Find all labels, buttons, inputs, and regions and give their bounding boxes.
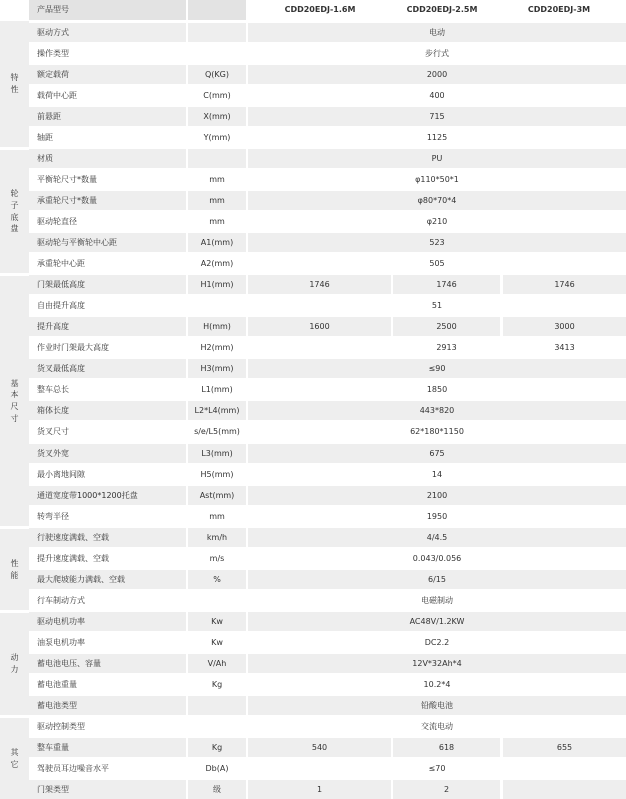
- category-label: [0, 21, 29, 147]
- category-char: 能: [10, 570, 19, 580]
- row-label: [29, 633, 186, 652]
- row-label: [29, 191, 186, 210]
- row-unit-text: V/Ah: [207, 658, 227, 668]
- row-unit-text: C(mm): [203, 90, 231, 100]
- row-label-text: 行车制动方式: [37, 595, 85, 605]
- row-unit: [188, 149, 246, 168]
- row-unit-text: A1(mm): [200, 237, 234, 247]
- row-value-text: 交流电动: [421, 721, 453, 731]
- row-unit: [188, 717, 246, 736]
- row-unit-text: L2*L4(mm): [194, 405, 240, 415]
- row-unit-text: H3(mm): [200, 363, 234, 373]
- row-label-text: 承重轮尺寸*数量: [37, 195, 97, 205]
- category-char: 力: [10, 665, 19, 674]
- row-value-model-3-text: 3000: [554, 321, 575, 331]
- row-label: [29, 570, 186, 589]
- row-value-text: 0.043/0.056: [412, 553, 462, 563]
- row-value: [248, 128, 626, 147]
- row-unit-text: Ast(mm): [199, 490, 235, 500]
- row-unit: [188, 401, 246, 420]
- row-label: [29, 591, 186, 610]
- row-label: [29, 338, 186, 357]
- category-char: 底: [10, 212, 19, 222]
- category-char: 子: [10, 200, 19, 210]
- row-value-text: ≤90: [428, 363, 446, 373]
- row-label-text: 门架类型: [37, 784, 69, 794]
- row-value-model-3: [503, 780, 626, 799]
- category-label: [0, 529, 29, 610]
- row-label: [29, 65, 186, 84]
- row-value: [248, 570, 626, 589]
- row-value-model-2-text: 1746: [436, 279, 457, 289]
- row-unit-text: s/e/L5(mm): [194, 427, 240, 436]
- row-unit-text: Kw: [211, 637, 223, 647]
- row-value: [248, 254, 626, 273]
- row-label: [29, 507, 186, 526]
- category-char: 寸: [10, 413, 19, 423]
- row-label-text: 驱动轮与平衡轮中心距: [37, 237, 117, 247]
- row-label: [29, 549, 186, 568]
- row-value: [248, 507, 626, 526]
- row-label-text: 提升高度: [37, 321, 69, 331]
- row-value-text: 2100: [426, 490, 448, 500]
- row-label-text: 驱动控制类型: [37, 721, 85, 731]
- row-value: [248, 401, 626, 420]
- row-label-text: 额定载荷: [37, 69, 69, 79]
- row-unit: [188, 317, 246, 336]
- row-label-text: 最大爬坡能力满载、空载: [37, 574, 125, 584]
- row-value: [248, 486, 626, 505]
- row-label: [29, 212, 186, 231]
- model-name: CDD20EDJ-2.5M: [406, 5, 478, 14]
- category-divider: [0, 610, 626, 612]
- row-value-model-1: [248, 338, 391, 357]
- row-value-model-3: [503, 738, 626, 757]
- row-label-text: 蓄电池类型: [37, 700, 77, 710]
- row-label-text: 轴距: [37, 132, 53, 142]
- row-unit: [188, 465, 246, 484]
- row-unit-text: 级: [213, 784, 221, 794]
- row-label-text: 蓄电池电压、容量: [37, 658, 101, 668]
- row-value-model-3: [503, 317, 626, 336]
- category-char: 盘: [10, 224, 19, 234]
- row-value: [248, 465, 626, 484]
- row-unit-text: H(mm): [203, 321, 231, 331]
- row-unit: [188, 275, 246, 294]
- row-label: [29, 717, 186, 736]
- row-label-text: 行驶速度满载、空载: [37, 532, 109, 542]
- row-label: [29, 149, 186, 168]
- row-unit: [188, 296, 246, 315]
- row-value-text: 14: [431, 469, 443, 479]
- header-label: 产品型号: [37, 5, 69, 14]
- row-value-text: 4/4.5: [426, 532, 448, 542]
- row-value: [248, 380, 626, 399]
- row-unit: [188, 591, 246, 610]
- row-unit-text: H1(mm): [200, 279, 234, 289]
- row-unit: [188, 570, 246, 589]
- row-value: [248, 549, 626, 568]
- category-char: 其: [10, 747, 19, 757]
- row-unit: [188, 86, 246, 105]
- row-unit-text: X(mm): [203, 111, 231, 121]
- row-value: [248, 654, 626, 673]
- row-value: [248, 233, 626, 252]
- row-label-text: 驱动轮直径: [37, 216, 77, 226]
- row-unit-text: L1(mm): [201, 384, 233, 394]
- row-unit-text: A2(mm): [200, 258, 234, 268]
- row-label: [29, 170, 186, 189]
- row-unit-text: H5(mm): [200, 469, 234, 479]
- row-value: [248, 359, 626, 378]
- row-value: [248, 86, 626, 105]
- row-unit: [188, 759, 246, 778]
- row-unit-text: mm: [209, 174, 225, 184]
- row-value: [248, 149, 626, 168]
- row-label: [29, 759, 186, 778]
- row-value-text: 2000: [426, 69, 448, 79]
- row-value: [248, 528, 626, 547]
- row-unit: [188, 380, 246, 399]
- row-value: [248, 612, 626, 631]
- row-unit: [188, 696, 246, 715]
- row-value: [248, 675, 626, 694]
- category-label: [0, 613, 29, 715]
- row-value-model-2: [393, 317, 500, 336]
- row-label-text: 承重轮中心距: [37, 258, 85, 268]
- row-value-text: 步行式: [425, 48, 449, 58]
- row-label-text: 前悬距: [37, 111, 61, 121]
- row-label: [29, 296, 186, 315]
- row-label: [29, 86, 186, 105]
- row-label-text: 整车总长: [37, 384, 69, 394]
- row-label: [29, 44, 186, 63]
- row-value-model-3: [503, 275, 626, 294]
- row-label: [29, 128, 186, 147]
- row-value-model-2: [393, 275, 500, 294]
- row-value-text: AC48V/1.2KW: [409, 616, 465, 626]
- category-char: 尺: [10, 402, 19, 411]
- category-char: 性: [10, 558, 19, 568]
- row-unit-text: km/h: [206, 532, 228, 542]
- row-label-text: 材质: [37, 153, 53, 163]
- row-value-text: 505: [429, 258, 445, 268]
- row-value: [248, 23, 626, 42]
- row-unit: [188, 128, 246, 147]
- row-label: [29, 23, 186, 42]
- row-value: [248, 444, 626, 463]
- row-label: [29, 359, 186, 378]
- row-unit: [188, 612, 246, 631]
- row-unit: [188, 23, 246, 42]
- row-value-model-2: [393, 338, 500, 357]
- row-unit: [188, 654, 246, 673]
- row-value: [248, 107, 626, 126]
- row-label-text: 转弯半径: [37, 511, 69, 521]
- row-unit: [188, 191, 246, 210]
- row-value-model-2-text: 2913: [436, 342, 457, 352]
- row-label-text: 驾驶员耳边噪音水平: [37, 763, 109, 773]
- row-unit-text: mm: [209, 511, 225, 521]
- row-value-model-3: [503, 338, 626, 357]
- row-value: [248, 717, 626, 736]
- row-unit: [188, 780, 246, 799]
- row-label-text: 最小离地间隙: [37, 469, 85, 479]
- category-char: 它: [10, 759, 19, 769]
- row-label: [29, 738, 186, 757]
- row-value: [248, 44, 626, 63]
- row-label-text: 门架最低高度: [37, 279, 85, 289]
- row-unit-text: mm: [209, 195, 225, 205]
- row-unit: [188, 170, 246, 189]
- row-value-text: 51: [431, 300, 443, 310]
- row-value-model-2-text: 618: [438, 742, 455, 752]
- row-value-model-2: [393, 738, 500, 757]
- row-value-text: 电动: [429, 27, 445, 37]
- row-value-text: PU: [431, 153, 443, 163]
- row-value-model-1: [248, 738, 391, 757]
- category-char: 本: [10, 390, 19, 400]
- row-unit: [188, 444, 246, 463]
- row-unit: [188, 422, 246, 442]
- row-label-text: 自由提升高度: [37, 300, 85, 310]
- row-value-model-3-text: 655: [556, 742, 573, 752]
- row-label: [29, 465, 186, 484]
- row-value-text: DC2.2: [424, 637, 450, 647]
- header-model-3: [492, 0, 626, 20]
- row-unit-text: m/s: [209, 553, 225, 563]
- row-label: [29, 254, 186, 273]
- row-value: [248, 591, 626, 610]
- category-char: 性: [10, 85, 19, 94]
- row-unit: [188, 233, 246, 252]
- row-value-text: 1850: [426, 384, 448, 394]
- row-unit-text: mm: [209, 216, 225, 226]
- row-value-model-1: [248, 780, 391, 799]
- row-label-text: 通道宽度带1000*1200托盘: [37, 490, 138, 500]
- row-value-text: 10.2*4: [423, 679, 451, 689]
- row-value-model-3-text: 1746: [554, 279, 575, 289]
- row-value-text: 443*820: [419, 405, 455, 415]
- row-label: [29, 528, 186, 547]
- row-value-model-1-text: 540: [311, 742, 328, 752]
- row-value-model-1-text: 1: [316, 784, 323, 794]
- row-value-text: 1125: [426, 132, 448, 142]
- category-divider: [0, 147, 626, 149]
- row-label: [29, 233, 186, 252]
- row-value-text: φ80*70*4: [417, 195, 457, 205]
- row-unit: [188, 65, 246, 84]
- category-divider: [0, 273, 626, 275]
- row-value-model-1: [248, 317, 391, 336]
- row-label: [29, 380, 186, 399]
- row-value: [248, 212, 626, 231]
- row-label: [29, 275, 186, 294]
- row-value-model-1-text: 1746: [309, 279, 330, 289]
- row-label-text: 整车重量: [37, 742, 69, 752]
- row-label-text: 油泵电机功率: [37, 637, 85, 647]
- row-value: [248, 633, 626, 652]
- row-value-text: 675: [429, 448, 445, 458]
- category-char: 轮: [10, 189, 19, 199]
- row-unit: [188, 254, 246, 273]
- row-value: [248, 65, 626, 84]
- row-value-text: 12V*32Ah*4: [412, 658, 462, 668]
- category-label: [0, 718, 29, 799]
- row-value-model-3-text: 3413: [554, 342, 575, 352]
- category-char: 基: [10, 378, 19, 388]
- row-label: [29, 675, 186, 694]
- row-value-model-2: [393, 780, 500, 799]
- category-divider: [0, 715, 626, 717]
- row-unit: [188, 549, 246, 568]
- header-unit-cell: [188, 0, 246, 20]
- row-unit-text: Kg: [211, 742, 223, 752]
- row-unit-text: Kg: [211, 679, 223, 689]
- row-value-text: φ110*50*1: [415, 174, 459, 184]
- row-label-text: 作业时门架最大高度: [37, 342, 109, 352]
- row-label: [29, 422, 186, 442]
- row-unit-text: L3(mm): [201, 448, 233, 458]
- row-label-text: 货叉尺寸: [37, 427, 69, 436]
- row-value-text: 62*180*1150: [410, 427, 464, 436]
- row-value: [248, 170, 626, 189]
- row-value-text: ≤70: [428, 763, 446, 773]
- row-label: [29, 654, 186, 673]
- category-char: 特: [10, 73, 19, 83]
- row-label-text: 操作类型: [37, 48, 69, 58]
- row-value-text: 铅酸电池: [421, 700, 453, 710]
- header-model-1: [248, 0, 392, 20]
- row-unit: [188, 738, 246, 757]
- row-label: [29, 780, 186, 799]
- row-label: [29, 696, 186, 715]
- row-unit: [188, 633, 246, 652]
- row-value-text: 6/15: [428, 574, 446, 584]
- row-unit: [188, 107, 246, 126]
- row-label-text: 提升速度满载、空载: [37, 553, 109, 563]
- row-value-text: 1950: [426, 511, 448, 521]
- row-unit: [188, 507, 246, 526]
- header-model-2: [392, 0, 492, 20]
- row-unit: [188, 212, 246, 231]
- row-unit-text: Db(A): [205, 763, 229, 773]
- model-name: CDD20EDJ-1.6M: [284, 5, 356, 14]
- row-label-text: 箱体长度: [37, 405, 69, 415]
- row-label: [29, 612, 186, 631]
- row-label: [29, 444, 186, 463]
- row-unit-text: Y(mm): [203, 132, 231, 142]
- row-label-text: 驱动电机功率: [37, 616, 85, 626]
- row-value-model-2-text: 2: [443, 784, 450, 794]
- row-label-text: 载荷中心距: [37, 90, 77, 100]
- row-unit-text: Kw: [211, 616, 223, 626]
- row-label-text: 驱动方式: [37, 27, 69, 37]
- row-unit-text: Q(KG): [205, 69, 229, 79]
- row-value-model-2-text: 2500: [436, 321, 457, 331]
- row-label-text: 货叉最低高度: [37, 363, 85, 373]
- row-unit: [188, 528, 246, 547]
- row-value: [248, 422, 626, 442]
- row-value-model-1-text: 1600: [309, 321, 330, 331]
- category-divider: [0, 526, 626, 528]
- row-label-text: 货叉外宽: [37, 448, 69, 458]
- category-label: [0, 276, 29, 526]
- row-label: [29, 401, 186, 420]
- row-label-text: 蓄电池重量: [37, 679, 77, 689]
- row-value-text: 电磁制动: [421, 595, 453, 605]
- row-value: [248, 191, 626, 210]
- row-unit-text: %: [213, 574, 221, 584]
- row-unit-text: H2(mm): [200, 342, 234, 352]
- row-value: [248, 759, 626, 778]
- category-label: [0, 150, 29, 273]
- row-unit: [188, 675, 246, 694]
- row-value: [248, 296, 626, 315]
- row-unit: [188, 486, 246, 505]
- row-label: [29, 486, 186, 505]
- model-name: CDD20EDJ-3M: [527, 5, 591, 14]
- header-label-cell: [29, 0, 186, 20]
- row-label-text: 平衡轮尺寸*数量: [37, 174, 97, 184]
- row-unit: [188, 44, 246, 63]
- row-label: [29, 107, 186, 126]
- row-value-model-1: [248, 275, 391, 294]
- category-char: 动: [10, 653, 19, 663]
- row-value-text: 400: [429, 90, 445, 100]
- row-unit: [188, 338, 246, 357]
- row-value-text: φ210: [426, 216, 448, 226]
- row-unit: [188, 359, 246, 378]
- row-value-text: 523: [429, 237, 445, 247]
- row-value: [248, 696, 626, 715]
- row-value-text: 715: [429, 111, 445, 121]
- row-label: [29, 317, 186, 336]
